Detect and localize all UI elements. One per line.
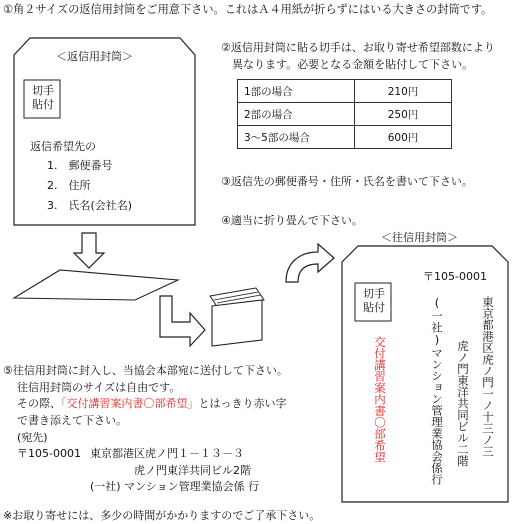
turn-arrow-icon <box>160 296 205 346</box>
step5-line1: ⑤往信用封筒に封入し、当協会本部宛に送付して下さい。 <box>3 364 288 377</box>
list-item: 1. 郵便番号 <box>47 159 113 172</box>
step5-postal: 〒105-0001 <box>17 447 81 460</box>
return-envelope-title: ＜返信用封筒＞ <box>56 50 133 63</box>
step5-line3: その際、「交付講習案内書〇部希望」とはっきり赤い字 <box>17 397 287 410</box>
return-stamp-label: 切手 貼付 <box>32 84 54 111</box>
step5-addr2: 虎ノ門東洋共同ビル2階 <box>134 464 251 477</box>
step1-text: ①角２サイズの返信用封筒をご用意下さい。これはＡ４用紙が折らずにはいる大きさの封筒です。 <box>3 3 493 16</box>
step4-text: ④適当に折り畳んで下さい。 <box>221 214 363 227</box>
outgoing-stamp-label: 切手 貼付 <box>363 287 385 314</box>
list-item: 3. 氏名(会社名) <box>47 199 133 212</box>
outgoing-address: 東京都港区虎ノ門一ノ十三ノ三 <box>481 296 495 457</box>
flat-paper-icon <box>14 270 178 300</box>
table-row: 1部の場合 210円 <box>238 80 452 103</box>
table-row: 2部の場合 250円 <box>238 103 452 126</box>
outgoing-red-note: 交付講習案内書〇部希望 <box>373 336 387 463</box>
step5-line4: で書き添えて下さい。 <box>17 414 127 427</box>
outgoing-envelope-title: ＜往信用封筒＞ <box>381 231 458 244</box>
footer-note: ※お取り寄せには、多少の時間がかかりますのでご了承下さい。 <box>3 509 321 522</box>
step2-line1: ②返信用封筒に貼る切手は、お取り寄せ希望部数により <box>221 41 495 54</box>
step3-text: ③返信先の郵便番号・住所・氏名を書いて下さい。 <box>221 175 473 188</box>
step5-addr1: 東京都港区虎ノ門１－１３－３ <box>90 447 244 460</box>
step5-line2: 往信用封筒のサイズは自由です。 <box>17 381 181 394</box>
return-dest-list <box>47 156 132 216</box>
outgoing-building: 虎ノ門東洋共同ビル二階 <box>456 340 470 467</box>
outgoing-org: (一社)マンション管理業協会係行 <box>430 296 444 485</box>
down-arrow-icon <box>74 233 104 268</box>
table-row: 3～5部の場合 600円 <box>238 126 452 149</box>
folded-booklet-icon <box>210 288 264 346</box>
return-dest-heading: 返信希望先の <box>30 140 96 153</box>
curved-arrow-icon <box>286 244 334 282</box>
step2-line2: 異なります。必要となる金額を貼付して下さい。 <box>232 58 474 71</box>
outgoing-postal: 〒105-0001 <box>423 270 487 283</box>
step5-addr-label: (宛先) <box>17 431 48 444</box>
list-item: 2. 住所 <box>47 179 91 192</box>
postage-table <box>237 79 452 149</box>
step5-addr3: (一社) マンション管理業協会係 行 <box>90 480 260 493</box>
